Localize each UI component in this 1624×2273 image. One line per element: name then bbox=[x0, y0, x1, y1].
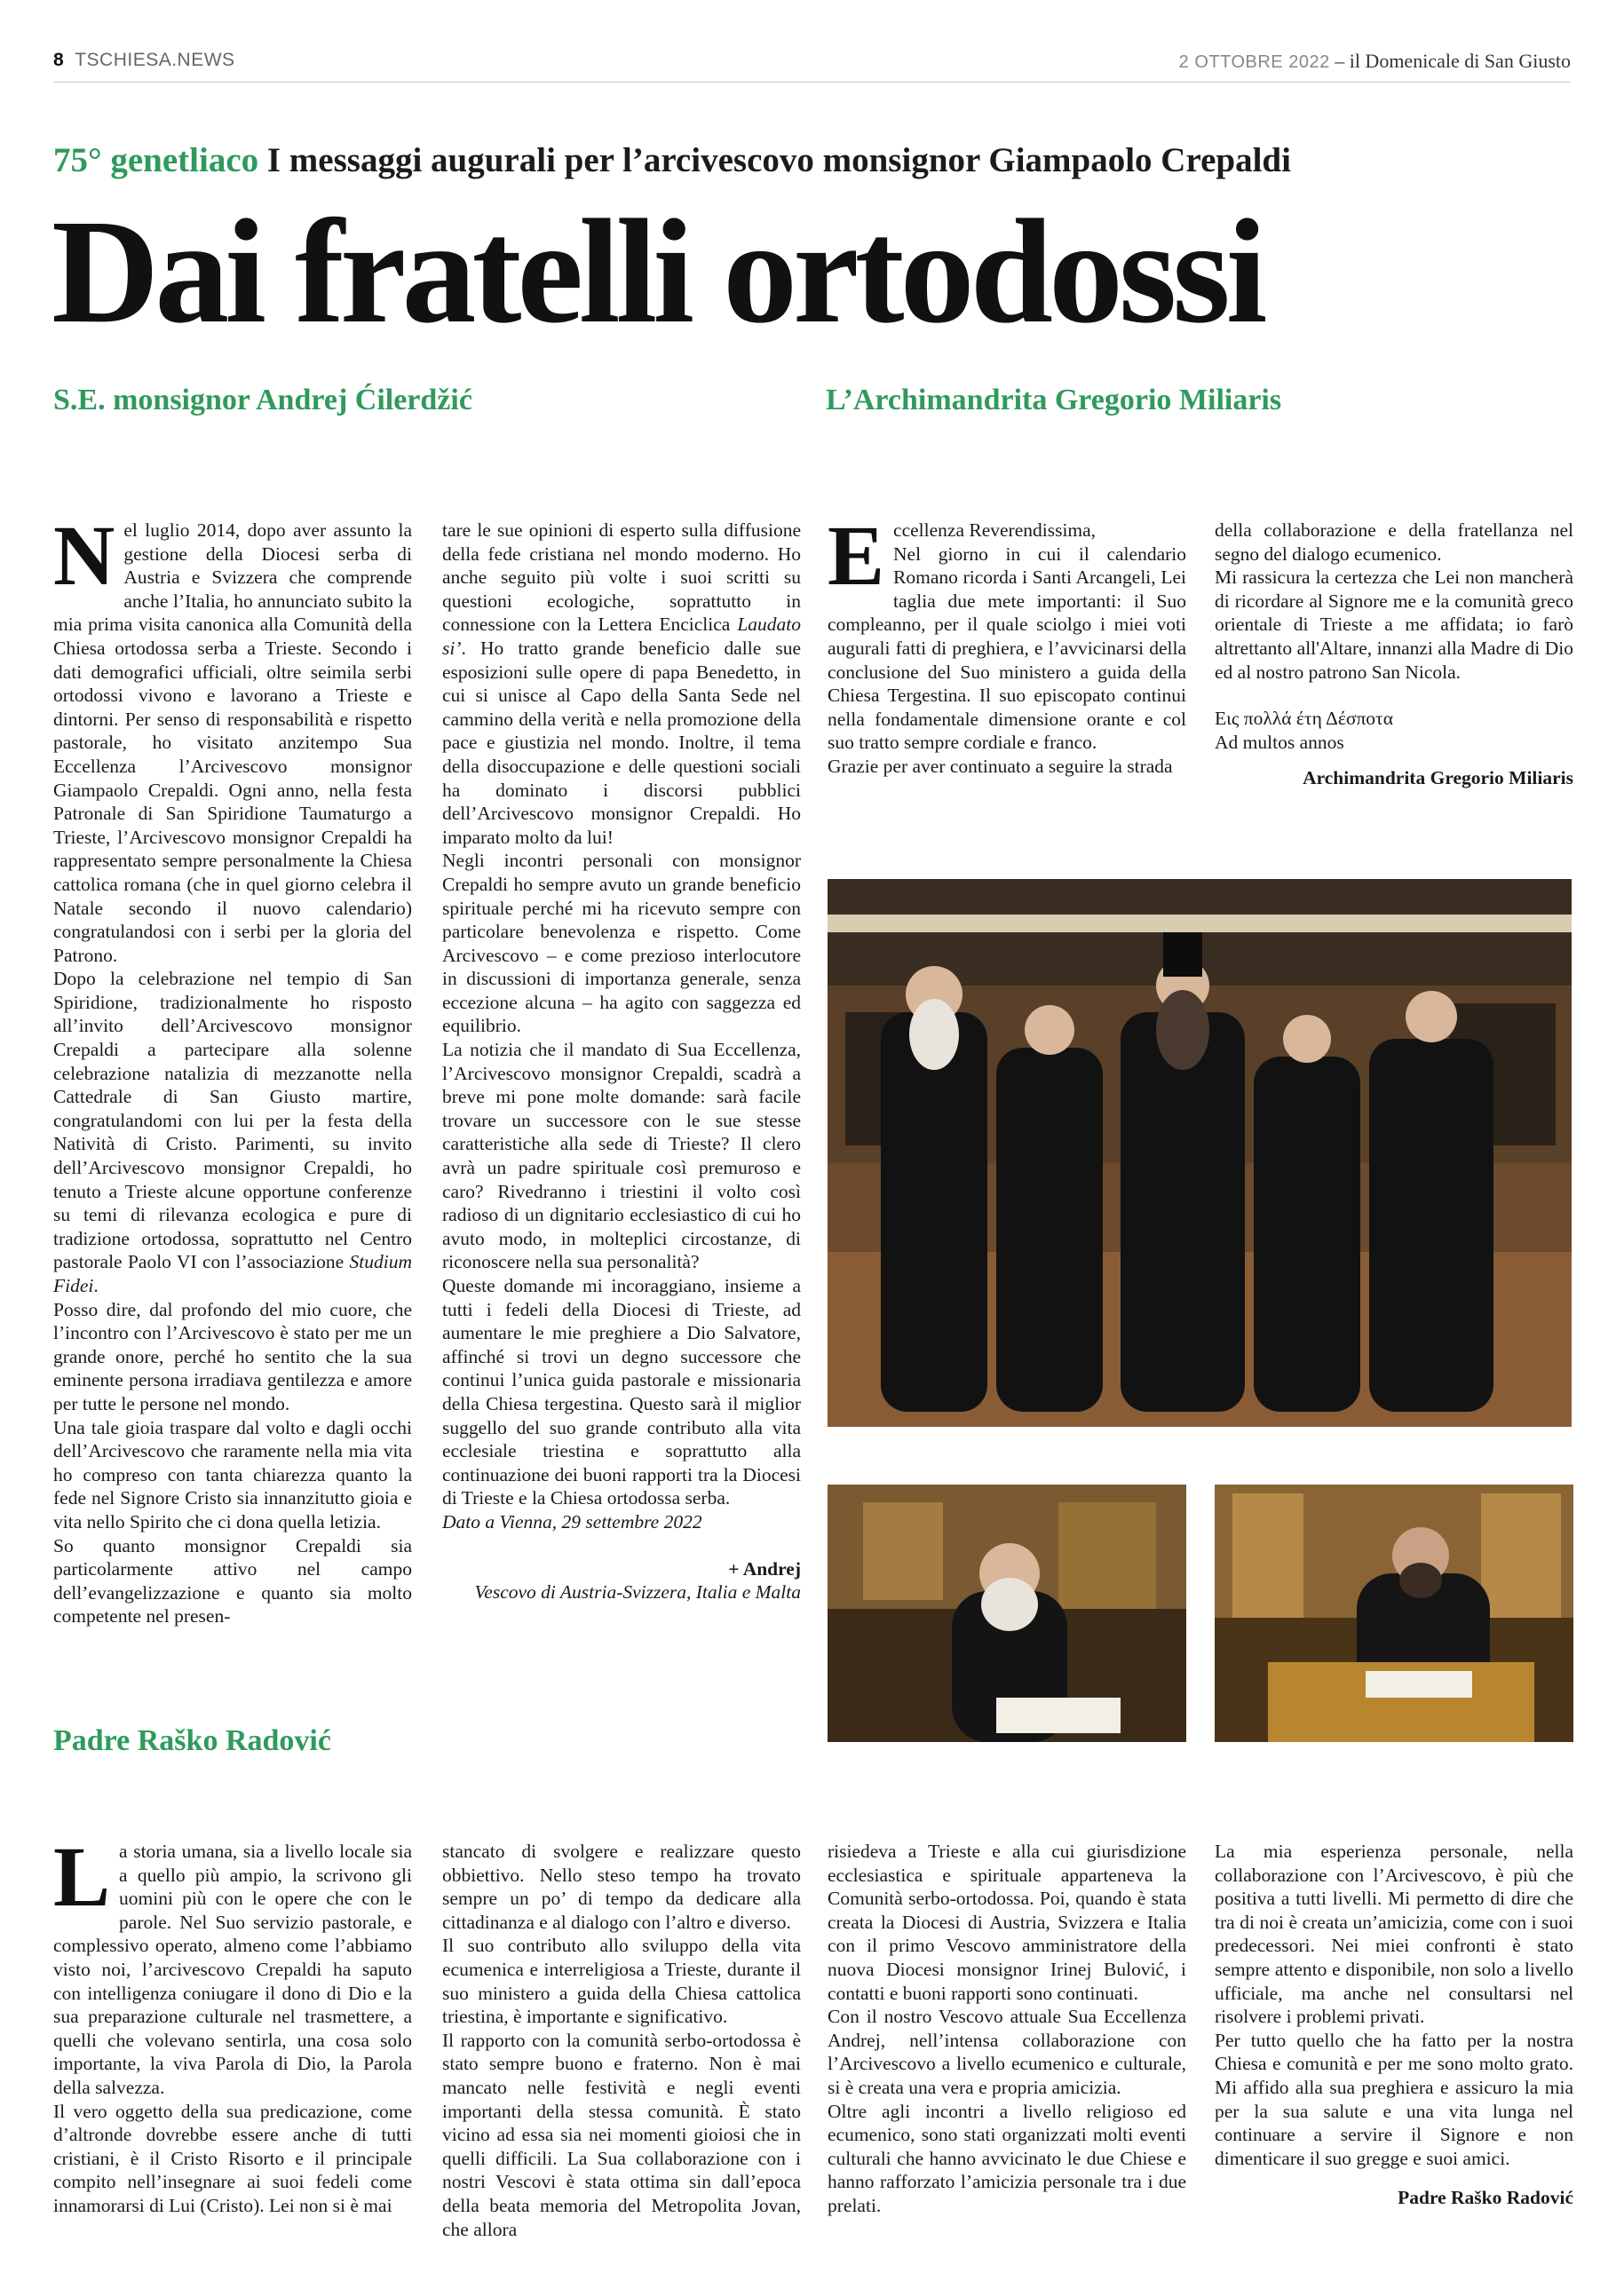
greek-greeting: Εις πολλά έτη Δέσποτα bbox=[1215, 708, 1393, 730]
header-rule bbox=[53, 82, 1571, 83]
dateline: Dato a Vienna, 29 settembre 2022 bbox=[442, 1510, 702, 1532]
signature-andrej: + Andrej bbox=[728, 1557, 801, 1580]
group-photo bbox=[828, 879, 1572, 1427]
photo-priest-reading-right bbox=[1215, 1485, 1573, 1742]
andrej-column-2 bbox=[442, 519, 801, 1604]
photo-priest-reading-left bbox=[828, 1485, 1186, 1742]
rasko-paragraph: Con il nostro Vescovo attuale Sua Eccellenza Andrej, nell’intensa collaborazione con l’Arcivescovo a livello ecumenico e culturale, si è creata una vera e propria amicizia. bbox=[828, 2006, 1186, 2098]
dropcap: L bbox=[53, 1829, 111, 1924]
rasko-paragraph: Il suo contributo allo sviluppo della vita ecumenica e interreligiosa a Trieste, durante il suo ministero a guida della Chiesa cattolica triestina, è importante e significativo. bbox=[442, 1935, 801, 2028]
andrej-paragraph: So quanto monsignor Crepaldi sia particolarmente attivo nel campo dell’evangelizzazione e quanto sia molto competente nel presen- bbox=[53, 1534, 412, 1628]
rasko-paragraph: Il rapporto con la comunità serbo-ortodossa è stato sempre buono e fraterno. Non è mai mancato nelle festività e negli eventi importanti della stessa comunità. È stato vicino ad essa sia nei momenti gioiosi che in quelli difficili. La Sua collaborazione con i nostri Vescovi è stata ottima sin dall’epoca della beata memoria del Metropolita Jovan, che allora bbox=[442, 2029, 801, 2240]
role-andrej: Vescovo di Austria-Svizzera, Italia e Malta bbox=[474, 1581, 801, 1604]
publication-name: il Domenicale di San Giusto bbox=[1349, 50, 1571, 72]
photo-right-illustration bbox=[1215, 1485, 1573, 1742]
rasko-paragraph: La mia esperienza personale, nella collaborazione con l’Arcivescovo, è più che positiva a tutti livelli. Mi permetto di dire che tra di noi è creata un’amicizia, come con i suoi predecessori. Nei miei confronti è stato sempre attento e disponibile, non solo a livello ufficiale, ma anche nel consultarsi nel risolvere i problemi privati. bbox=[1215, 1841, 1573, 2028]
andrej-paragraph: Nel luglio 2014, dopo aver assunto la gestione della Diocesi serba di Austria e Svizzera che comprende anche l’Italia, ho annunciato subito la mia prima visita canonica alla Comunità della Chiesa ortodossa serba a Trieste. Secondo i dati demografici ufficiali, oltre seimila serbi ortodossi vivono e lavorano a Trieste e dintorni. Per senso di responsabilità e rispetto pastorale, ho visitato anzitempo Sua Eccellenza l’Arcivescovo monsignor Giampaolo Crepaldi. Ogni anno, nella festa Patronale di San Spiridione Taumaturgo a Trieste, l’Arcivescovo monsignor Crepaldi ha rappresentato sempre personalmente la Chiesa cattolica romana (che in quel giorno celebra il Natale secondo il nuovo calendario) congratulandosi con i serbi per la gloria del Patrono. bbox=[53, 508, 412, 966]
page-number: 8 bbox=[53, 50, 65, 70]
gregorio-paragraph: della collaborazione e della fratellanza nel segno del dialogo ecumenico. bbox=[1215, 519, 1573, 565]
photo-left-illustration bbox=[828, 1485, 1186, 1742]
gregorio-column-1 bbox=[828, 508, 1186, 779]
rasko-column-2 bbox=[442, 1840, 801, 2241]
andrej-paragraph: Dopo la celebrazione nel tempio di San Spiridione, tradizionalmente ho risposto all’invito dell’Arcivescovo monsignor Crepaldi a partecipare alla solenne celebrazione natalizia di mezzanotte nella Cattedrale di San Giusto martire, congratulandomi con lui per la festa della Natività di Cristo. Parimenti, su invito dell’Arcivescovo monsignor Crepaldi, ho tenuto a Trieste alcune opportune conferenze su temi di rilevanza ecologica e pure di tradizione ortodossa, soprattutto nel Centro pastorale Paolo VI con l’associazione Studium Fidei. bbox=[53, 968, 413, 1296]
rasko-paragraph: stancato di svolgere e realizzare questo obbiettivo. Nello steso tempo ha trovato sempre un po’ di tempo da dedicare alla cittadinanza e al dialogo con l’altro e diverso. bbox=[442, 1841, 801, 1933]
header-separator: – bbox=[1329, 50, 1350, 72]
issue-date: 2 OTTOBRE 2022 bbox=[1178, 52, 1330, 72]
gregorio-paragraph: Nel giorno in cui il calendario Romano ricorda i Santi Arcangeli, Lei taglia due mete importanti: il Suo compleanno, per il quale sciolgo i miei voti augurali fatti di preghiera, e l’avvicinarsi della conclusione del Suo ministero a guida della Chiesa Tergestina. Il suo episcopato continui nella fondamentale dimensione orante e col suo tratto sempre cordiale e franco. bbox=[828, 543, 1186, 754]
rasko-paragraph: risiedeva a Trieste e alla cui giurisdizione ecclesiastica e spirituale apparteneva la Comunità serbo-ortodossa. Poi, quando è stata creata la Diocesi di Austria, Svizzera e Italia con il primo Vescovo amministratore della nuova Diocesi monsignor Irinej Bulović, i contatti e buoni rapporti sono continuati. bbox=[828, 1841, 1186, 2004]
kicker bbox=[53, 140, 1291, 180]
andrej-paragraph: Una tale gioia traspare dal volto e dagli occhi dell’Arcivescovo che raramente nella mia vita ho compreso con tanta chiarezza quanto la fede nel Signore Cristo sia innanzitutto gioia e vita nello Spirito che ci dona quella letizia. bbox=[53, 1416, 412, 1532]
gregorio-column-2 bbox=[1215, 519, 1573, 790]
rasko-column-1 bbox=[53, 1829, 412, 2218]
page-header-right bbox=[1179, 50, 1571, 73]
rasko-column-3 bbox=[828, 1840, 1186, 2218]
gregorio-paragraph: Grazie per aver continuato a seguire la strada bbox=[828, 755, 1173, 777]
andrej-column-1 bbox=[53, 508, 413, 1628]
section-title-gregorio: L’Archimandrita Gregorio Miliaris bbox=[826, 384, 1282, 416]
signature-rasko: Padre Raško Radović bbox=[1398, 2187, 1573, 2209]
andrej-paragraph: tare le sue opinioni di esperto sulla diffusione della fede cristiana nel mondo moderno. Ho anche seguito più volte i suoi scritti su questioni ecologiche, soprattutto in connessione con la Lettera Enciclica Laudato si’. Ho tratto grande beneficio dalle sue esposizioni sulle opere di papa Benedetto, in cui si unisce al Capo della Santa Sede nel cammino della verità e nella promozione della pace e giustizia nel mondo. Inoltre, il tema della disoccupazione e delle questioni sociali ha dominato i discorsi pubblici dell’Arcivescovo monsignor Crepaldi. Ho imparato molto da lui! bbox=[442, 519, 801, 848]
andrej-paragraph: Negli incontri personali con monsignor Crepaldi ho sempre avuto un grande beneficio spirituale perché mi ha ricevuto sempre con particolare benevolenza e rispetto. Come Arcivescovo – e come prezioso interlocutore in discussioni di importanza generale, senza eccezione alcuna – ha agito con saggezza ed equilibrio. bbox=[442, 850, 801, 1037]
rasko-paragraph: Oltre agli incontri a livello religioso ed ecumenico, sono stati organizzati molti eventi culturali che hanno avvicinato le due Chiese e hanno rafforzato l’amicizia personale tra i due prelati. bbox=[828, 2100, 1186, 2216]
dropcap: N bbox=[53, 508, 115, 603]
section-title-rasko: Padre Raško Radović bbox=[53, 1724, 331, 1757]
kicker-label: 75° genetliaco bbox=[53, 141, 259, 179]
gregorio-paragraph: Mi rassicura la certezza che Lei non mancherà di ricordare al Signore me e la comunità greco orientale di Trieste a me affidata; io farò altrettanto all'Altare, innanzi alla Madre di Dio ed al nostro patrono San Nicola. bbox=[1215, 566, 1573, 683]
rasko-paragraph: Il vero oggetto della sua predicazione, come d’altronde dovrebbe essere anche di tutti cristiani, è il Cristo Risorto e il principale compito nell’insegnare ai suoi fedeli come innamorarsi di Lui (Cristo). Lei non si è mai bbox=[53, 2100, 412, 2216]
rasko-column-4 bbox=[1215, 1840, 1573, 2210]
group-photo-illustration bbox=[828, 879, 1572, 1427]
page-header-left bbox=[53, 50, 235, 71]
signature-gregorio: Archimandrita Gregorio Miliaris bbox=[1303, 767, 1573, 789]
andrej-paragraph: Posso dire, dal profondo del mio cuore, che l’incontro con l’Arcivescovo è stato per me un grande onore, perché ho sentito che la sua eminente persona irradiava gentilezza e amore per tutte le persone nel mondo. bbox=[53, 1298, 412, 1414]
gregorio-paragraph: Eccellenza Reverendissima, bbox=[828, 508, 1097, 603]
andrej-paragraph: La notizia che il mandato di Sua Eccellenza, l’Arcivescovo monsignor Crepaldi, scadrà a breve mi pone molte domande: sarà facile trovare un successore con le sue stesse caratteristiche alla sede di Trieste? Il clero avrà un padre spirituale così premuroso e caro? Rivedranno i triestini il volto così radioso di un dignitario ecclesiastico di cui ho avuto modo, in molteplici circostanze, di riconoscere nella sua personalità? bbox=[442, 1039, 801, 1273]
kicker-text: I messaggi augurali per l’arcivescovo monsignor Giampaolo Crepaldi bbox=[266, 141, 1291, 179]
section-title-andrej: S.E. monsignor Andrej Ćilerdžić bbox=[53, 384, 472, 416]
site-name: TSCHIESA.NEWS bbox=[75, 50, 235, 70]
rasko-paragraph: La storia umana, sia a livello locale sia a quello più ampio, la scrivono gli uomini più con le opere che con le parole. Nel Suo servizio pastorale, e complessivo operato, almeno come l’abbiamo visto noi, l’arcivescovo Crepaldi ha saputo con intelligenza coniugare il dono di Dio e la sua preparazione culturale nel trasmettere, a quelli che volevano sentirla, una cosa solo importante, la viva Parola di Dio, la Parola della salvezza. bbox=[53, 1829, 412, 2098]
dropcap: E bbox=[828, 508, 885, 603]
rasko-paragraph: Per tutto quello che ha fatto per la nostra Chiesa e comunità e per me sono molto grato. Mi affido alla sua preghiera e assicuro la mia per la sua salute e una vita lunga nel continuare a servire il Signore e non dimenticare il suo gregge e suoi amici. bbox=[1215, 2029, 1573, 2169]
headline: Dai fratelli ortodossi bbox=[51, 189, 1264, 354]
latin-greeting: Ad multos annos bbox=[1215, 731, 1344, 753]
andrej-paragraph: Queste domande mi incoraggiano, insieme a tutti i fedeli della Diocesi di Trieste, ad aumentare le mie preghiere a Dio Salvatore, affinché si trovi un degno successore che continui l’unica guida pastorale e missionaria della Chiesa tergestina. Questo sarà il miglior suggello del suo grande contributo alla vita ecclesiale triestina e soprattutto alla continuazione dei buoni rapporti tra la Diocesi di Trieste e la Chiesa ortodossa serba. bbox=[442, 1275, 801, 1509]
